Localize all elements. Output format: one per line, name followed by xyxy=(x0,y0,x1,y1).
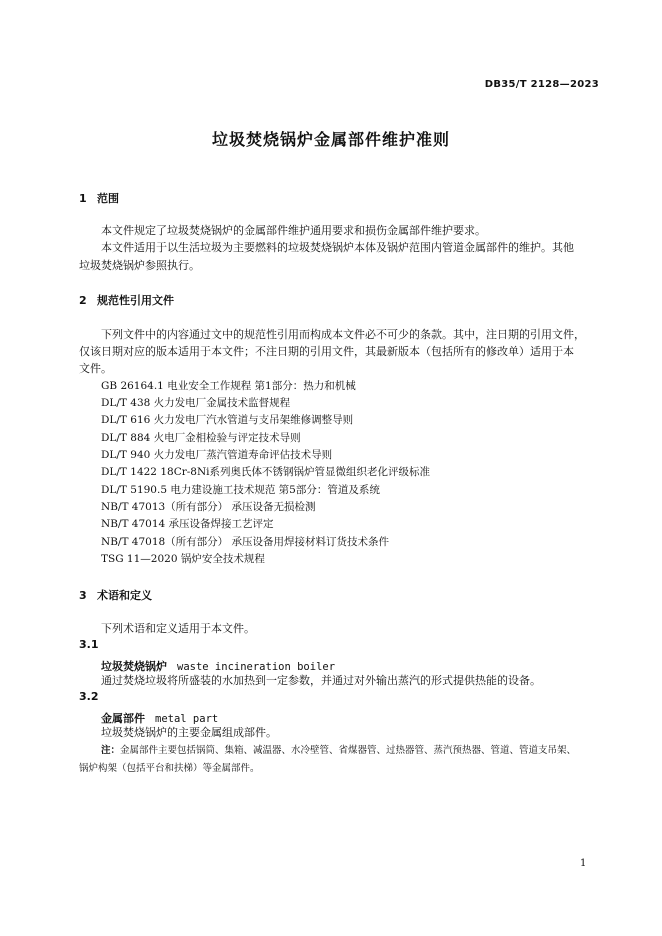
section-3-heading xyxy=(79,587,152,603)
page-number: 1 xyxy=(580,858,587,869)
section-1-heading xyxy=(79,190,119,206)
reference-item: DL/T 5190.5 电力建设施工技术规范 第5部分：管道及系统 xyxy=(101,484,380,496)
section-number: 1 xyxy=(79,192,87,205)
terms-intro: 下列术语和定义适用于本文件。 xyxy=(101,622,255,635)
reference-item: DL/T 616 火力发电厂汽水管道与支吊架维修调整导则 xyxy=(101,414,354,426)
reference-item: DL/T 438 火力发电厂金属技术监督规程 xyxy=(101,397,291,409)
reference-item: GB 26164.1 电业安全工作规程 第1部分：热力和机械 xyxy=(101,380,356,392)
reference-item: DL/T 884 火电厂金相检验与评定技术导则 xyxy=(101,432,301,444)
references-intro-line-1: 下列文件中的内容通过文中的规范性引用而构成本文件必不可少的条款。其中，注日期的引用文件， xyxy=(101,328,585,341)
term-chinese: 垃圾焚烧锅炉 xyxy=(101,660,167,673)
term-chinese: 金属部件 xyxy=(101,712,145,725)
section-title: 范围 xyxy=(97,192,119,205)
reference-item: NB/T 47013（所有部分） 承压设备无损检测 xyxy=(101,501,316,513)
term-english: waste incineration boiler xyxy=(177,661,336,673)
scope-paragraph-2-line-1: 本文件适用于以生活垃圾为主要燃料的垃圾焚烧锅炉本体及锅炉范围内管道金属部件的维护。其他 xyxy=(101,241,574,254)
note-text: 金属部件主要包括锅筒、集箱、减温器、水冷壁管、省煤器管、过热器管、蒸汽预热器、管道、管道支吊架、 xyxy=(120,745,577,756)
note-label: 注： xyxy=(101,745,121,756)
references-intro-line-2: 仅该日期对应的版本适用于本文件；不注日期的引用文件，其最新版本（包括所有的修改单）适用于本 xyxy=(79,345,574,358)
scope-paragraph-1: 本文件规定了垃圾焚烧锅炉的金属部件维护通用要求和损伤金属部件维护要求。 xyxy=(101,224,486,237)
scope-paragraph-2-line-2: 垃圾焚烧锅炉参照执行。 xyxy=(79,259,200,272)
term-english: metal part xyxy=(155,713,219,725)
document-title: 垃圾焚烧锅炉金属部件维护准则 xyxy=(211,130,450,149)
term-definition: 通过焚烧垃圾将所盛装的水加热到一定参数，并通过对外输出蒸汽的形式提供热能的设备。 xyxy=(101,674,541,687)
term-number: 3.1 xyxy=(79,638,99,651)
note-line-2: 锅炉构架（包括平台和扶梯）等金属部件。 xyxy=(79,763,260,774)
reference-item: NB/T 47014 承压设备焊接工艺评定 xyxy=(101,518,274,530)
reference-item: TSG 11—2020 锅炉安全技术规程 xyxy=(101,553,265,565)
section-2-heading xyxy=(79,292,174,308)
reference-item: DL/T 940 火力发电厂蒸汽管道寿命评估技术导则 xyxy=(101,449,333,461)
section-title: 规范性引用文件 xyxy=(97,294,174,307)
section-title: 术语和定义 xyxy=(97,589,152,602)
term-number: 3.2 xyxy=(79,690,99,703)
reference-item: NB/T 47018（所有部分） 承压设备用焊接材料订货技术条件 xyxy=(101,536,390,548)
section-number: 3 xyxy=(79,589,87,602)
note-line-1 xyxy=(101,742,576,759)
section-number: 2 xyxy=(79,294,87,307)
standard-code: DB35/T 2128—2023 xyxy=(484,79,599,90)
references-intro-line-3: 文件。 xyxy=(79,362,112,375)
reference-item: DL/T 1422 18Cr-8Ni系列奥氏体不锈钢锅炉管显微组织老化评级标准 xyxy=(101,466,431,478)
term-definition: 垃圾焚烧锅炉的主要金属组成部件。 xyxy=(101,726,277,739)
